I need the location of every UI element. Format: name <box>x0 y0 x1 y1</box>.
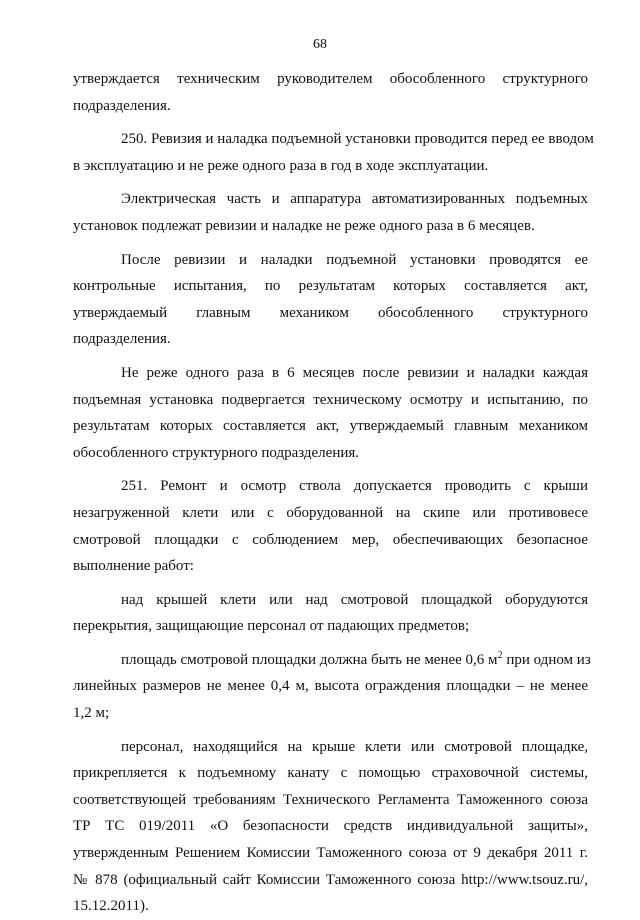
text-line: подразделения. <box>73 97 171 114</box>
text-line: контрольные испытания, по результатам которых составляется акт, <box>73 278 588 295</box>
text-fragment: при одном из <box>502 651 591 668</box>
text-line: над крышей клети или над смотровой площадкой оборудуются <box>121 591 588 608</box>
text-line: № 878 (официальный сайт Комиссии Таможенного союза http://www.tsouz.ru/, <box>73 871 588 888</box>
text-line: установок подлежат ревизии и наладке не реже одного раза в 6 месяцев. <box>73 217 535 234</box>
text-line: прикрепляется к подъемному канату с помощью страховочной системы, <box>73 765 588 782</box>
text-line: в эксплуатацию и не реже одного раза в год в ходе эксплуатации. <box>73 157 489 174</box>
paragraph <box>73 247 588 353</box>
superscript: 2 <box>497 649 503 661</box>
text-line: персонал, находящийся на крыше клети или смотровой площадке, <box>121 738 588 755</box>
paragraph <box>73 587 588 640</box>
text-line: смотровой площадки с соблюдением мер, обеспечивающих безопасное <box>73 531 588 548</box>
body-text <box>73 66 594 920</box>
text-line: линейных размеров не менее 0,4 м, высота ограждения площадки – не менее <box>73 678 588 695</box>
paragraph <box>73 126 594 179</box>
text-line: выполнение работ: <box>73 558 194 575</box>
text-line: ТР ТС 019/2011 «О безопасности средств индивидуальной защиты», <box>73 818 588 835</box>
paragraph <box>73 647 591 727</box>
text-line: 250. Ревизия и наладка подъемной установки проводится перед ее вводом <box>121 131 594 148</box>
text-line: подъемная установка подвергается техническому осмотру и испытанию, по <box>73 391 588 408</box>
text-line: 15.12.2011). <box>73 898 149 915</box>
page-number: 68 <box>313 37 327 52</box>
paragraph <box>73 734 588 920</box>
text-line: результатам которых составляется акт, утверждаемый главным механиком <box>73 418 588 435</box>
text-line: Электрическая часть и аппаратура автоматизированных подъемных <box>121 191 588 208</box>
text-line: подразделения. <box>73 331 171 348</box>
paragraph <box>73 186 588 239</box>
paragraph <box>73 66 588 119</box>
text-line: утверждается техническим руководителем обособленного структурного <box>73 71 588 87</box>
text-line: После ревизии и наладки подъемной установки проводятся ее <box>121 251 588 268</box>
text-line: 251. Ремонт и осмотр ствола допускается проводить с крыши <box>121 478 588 495</box>
text-line: перекрытия, защищающие персонал от падающих предметов; <box>73 618 470 635</box>
text-line: утверждаемый главным механиком обособленного структурного <box>73 304 588 321</box>
text-line <box>73 647 591 674</box>
text-line: утвержденным Решением Комиссии Таможенного союза от 9 декабря 2011 г. <box>73 845 588 862</box>
text-line: Не реже одного раза в 6 месяцев после ревизии и наладки каждая <box>121 364 588 381</box>
text-fragment: площадь смотровой площадки должна быть не менее 0,6 м <box>121 651 498 668</box>
paragraph <box>73 360 588 466</box>
text-line: незагруженной клети или с оборудованной на скипе или противовесе <box>73 504 588 521</box>
text-line: соответствующей требованиям Технического Регламента Таможенного союза <box>73 791 588 808</box>
text-line: 1,2 м; <box>73 705 110 722</box>
text-line: обособленного структурного подразделения. <box>73 444 360 461</box>
paragraph <box>73 473 588 579</box>
